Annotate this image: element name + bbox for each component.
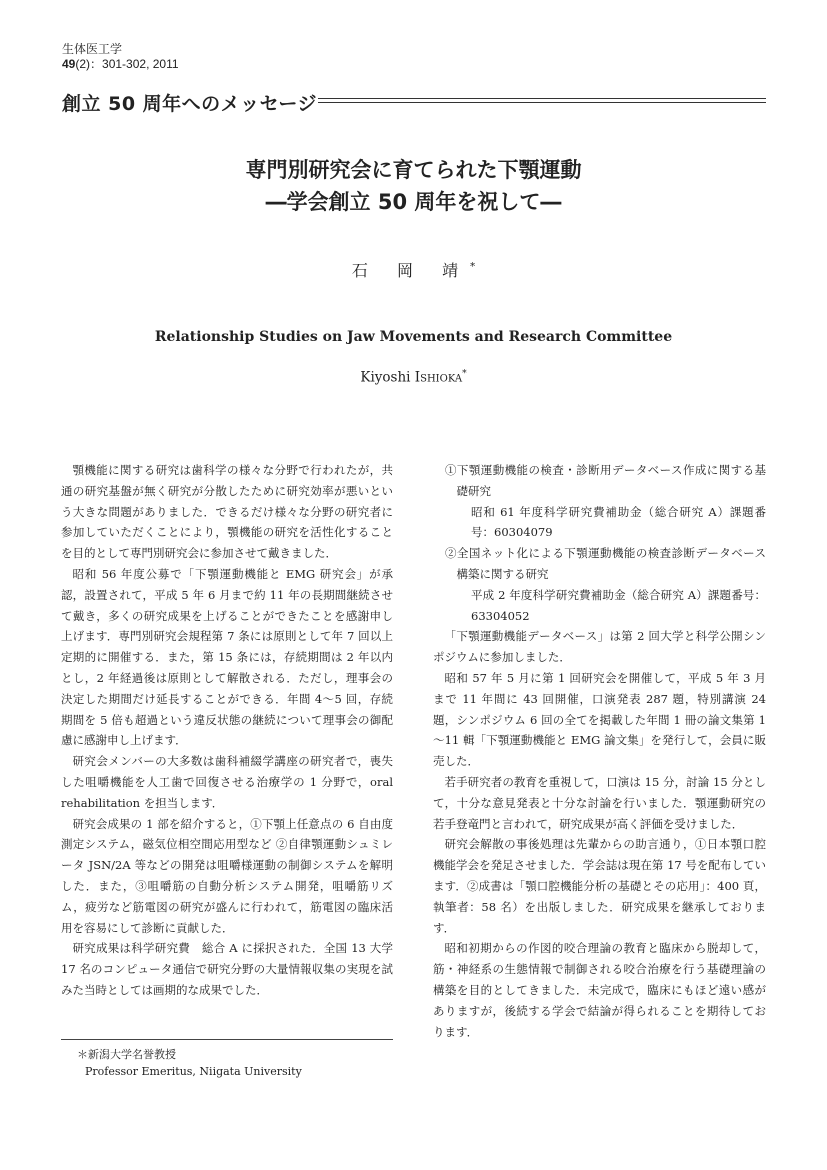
english-author-initial: I: [414, 369, 421, 386]
author-name: [0, 258, 827, 281]
paragraph: 昭和初期からの作図的咬合理論の教育と臨床から脱却して，筋・神経系の生態情報で制御される咬合治療を行う基礎理論の構築を目的としてきました．未完成で，臨床にもほど遠い感がありますが，後続する学会で結論が得られることを期待しております．: [433, 941, 766, 1039]
grant-info: 平成 2 年度科学研究費補助金（総合研究 A）課題番号：63304052: [471, 587, 766, 623]
paragraph: 昭和 57 年 5 月に第 1 回研究会を開催して，平成 5 年 3 月まで 11 年間に 43 回開催，口演発表 287 題，特別講演 24 題，シンポジウム 6 回の全てを掲載した年間 1 冊の論文集第 1～11 輯「下顎運動機能と EMG 論文集」を発行して，会員に販売した．: [433, 670, 766, 769]
footnote-affiliation-ja: ＊新潟大学名誉教授: [77, 1048, 176, 1061]
paragraph: 研究成果は科学研究費 総合 A に採択された．全国 13 大学 17 名のコンピュータ通信で研究分野の大量情報収集の実現を試みた当時としては画期的な成果でした．: [61, 941, 393, 997]
article-subtitle: ―学会創立 50 周年を祝して―: [265, 190, 562, 214]
paragraph: 研究会メンバーの大多数は歯科補綴学講座の研究者で，喪失した咀嚼機能を人工歯で回復させる治療学の 1 分野で，oral rehabilitation を担当します．: [61, 754, 393, 810]
issue-pages: (2)：301-302, 2011: [75, 57, 179, 71]
grant-info: 昭和 61 年度科学研究費補助金（総合研究 A）課題番号：60304079: [471, 504, 766, 540]
english-author-given: Kiyoshi: [360, 369, 415, 386]
author-footnote-mark: *: [470, 261, 476, 273]
english-author-mark: *: [462, 369, 467, 379]
article-title: 専門別研究会に育てられた下顎運動: [245, 158, 582, 182]
footnote-affiliation-en: Professor Emeritus, Niigata University: [85, 1065, 302, 1078]
journal-name: 生体医工学: [62, 42, 123, 56]
section-heading: 創立 50 周年へのメッセージ: [62, 93, 318, 115]
english-author: [0, 369, 827, 386]
list-item: ②全国ネット化による下顎運動機能の検査診断データベース構築に関する研究: [445, 546, 766, 581]
paragraph: 研究会成果の 1 部を紹介すると，①下顎上任意点の 6 自由度測定システム，磁気位相空間応用型など ②自律顎運動シュミレータ JSN/2A 等などの開発は咀嚼様運動の制御システムを解明した．また，③咀嚼筋の自動分析システム開発，咀嚼筋リズム，疲労など筋電図の研究が盛んに行われて，筋電図の臨床活用を容易にして診断に貢献した．: [61, 816, 393, 935]
paragraph: 顎機能に関する研究は歯科学の様々な分野で行われたが，共通の研究基盤が無く研究が分散したために研究効率が悪いという大きな問題がありました．できるだけ様々な分野の研究者に参加していただくことにより，顎機能の研究を活性化することを目的として専門別研究会に参加させて戴きました．: [61, 463, 393, 561]
volume-info: [62, 57, 179, 71]
paragraph: 「下顎運動機能データベース」は第 2 回大学と科学公開シンポジウムに参加しました．: [433, 629, 766, 665]
english-title: Relationship Studies on Jaw Movements and Research Committee: [154, 329, 673, 345]
paragraph: 若手研究者の教育を重視して，口演は 15 分，討論 15 分として，十分な意見発表と十分な討論を行いました．顎運動研究の若手登竜門と言われて，研究成果が高く評価を受けました．: [433, 774, 766, 831]
section-double-rule: [318, 98, 766, 103]
english-author-family: SHIOKA: [420, 373, 463, 385]
paragraph: 昭和 56 年度公募で「下顎運動機能と EMG 研究会」が承認，設置されて，平成 5 年 6 月まで約 11 年の長期間継続させて戴き，多くの研究成果を上げることができたことを感謝申し上げます．専門別研究会規程第 7 条には原則として年 7 回以上定期的に開催する．また，第 15 条には，存続期間は 2 年以内とし，2 年経過後は原則として解散される．ただし，理事会の決定した期間だけ延長することができる．年間 4～5 回，存続期間を 5 倍も超過という違反状態の継続について理事会の御配慮に感謝申し上げます．: [61, 566, 393, 748]
volume-number: 49: [62, 57, 76, 71]
body-column-right: [433, 460, 766, 1042]
list-item: ①下顎運動機能の検査・診断用データベース作成に関する基礎研究: [445, 463, 766, 498]
paragraph: 研究会解散の事後処理は先輩からの助言通り，①日本顎口腔機能学会を発足させました．学会誌は現在第 17 号を配布しています．②成書は「顎口腔機能分析の基礎とその応用」：400 頁，執筆者：58 名）を出版しました．研究成果を継承しております．: [433, 837, 766, 935]
footnote-divider: [61, 1039, 393, 1040]
author-name-text: 石 岡 靖: [351, 261, 471, 280]
body-column-left: [61, 460, 393, 1001]
